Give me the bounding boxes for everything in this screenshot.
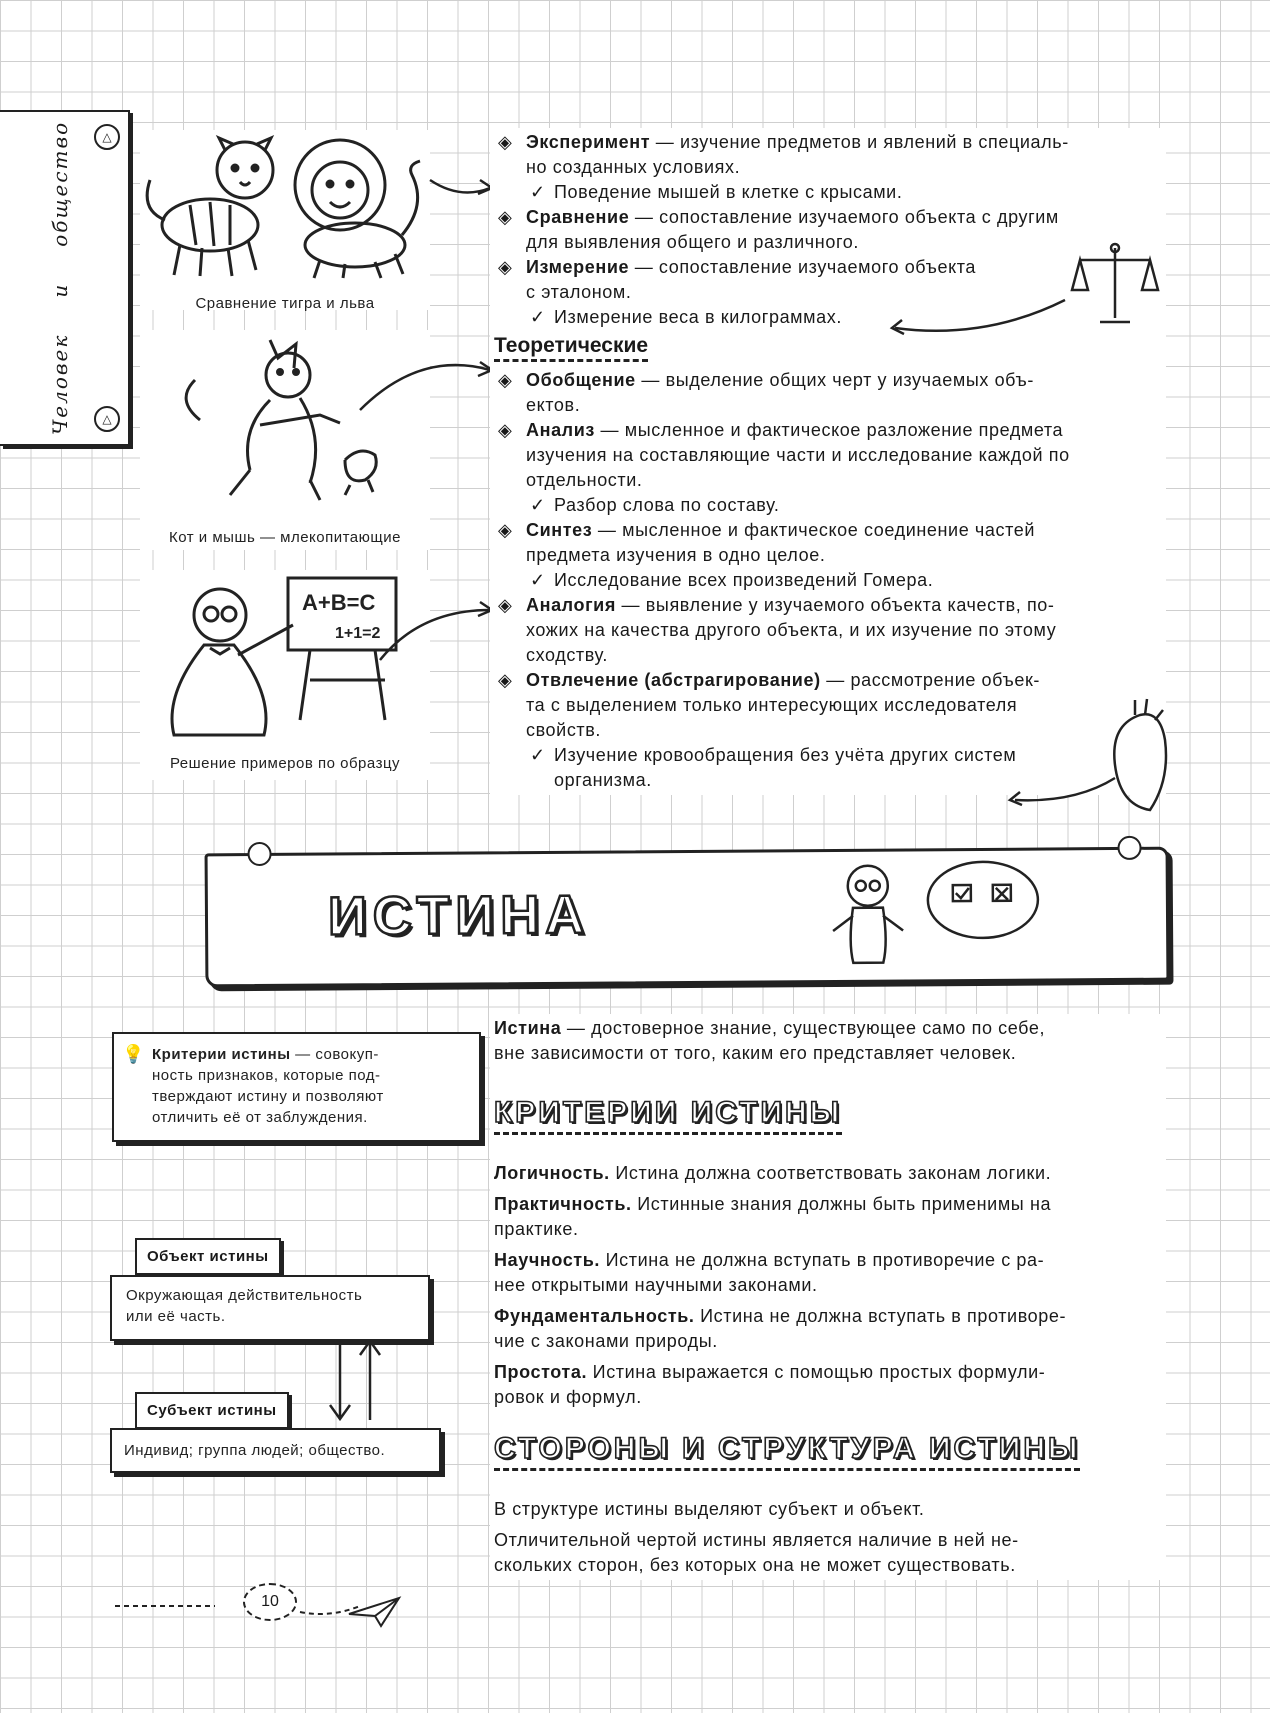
method-item-cont: хожих на качества другого объекта, и их изучение по этому xyxy=(526,620,1057,640)
criterion: Фундаментальность. Истина не должна вступать в противоре- чие с законами природы. xyxy=(494,1306,1067,1351)
criterion: Простота. Истина выражается с помощью простых формули- ровок и формул. xyxy=(494,1362,1046,1407)
diamond-bullet-icon: ◈ xyxy=(498,670,513,690)
truth-column xyxy=(490,1014,1166,1580)
criteria-note-box: 💡 Критерии истины — совокуп- ность признаков, которые под- тверждают истину и позволяют отличить её от заблуждения. xyxy=(112,1032,481,1142)
example-line: ✓ Исследование всех произведений Гомера. xyxy=(494,568,1162,593)
structure-paragraph: Отличительной чертой истины является наличие в ней не- xyxy=(494,1530,1019,1550)
subject-box xyxy=(110,1428,441,1473)
pin-icon xyxy=(247,842,271,866)
object-box xyxy=(110,1275,430,1341)
method-item-cont: для выявления общего и различного. xyxy=(526,232,859,252)
theoretical-heading: Теоретические xyxy=(494,334,648,362)
structure-paragraph-cont: скольких сторон, без которых она не может существовать. xyxy=(494,1555,1016,1575)
check-icon: ✓ xyxy=(530,570,546,590)
scales-icon xyxy=(1070,240,1160,330)
object-label: Объект истины xyxy=(135,1238,281,1275)
check-icon: ✓ xyxy=(530,745,546,765)
method-item: ◈ Отвлечение (абстрагирование) — рассмотрение объек- xyxy=(494,668,1162,693)
structure-heading: СТОРОНЫ И СТРУКТУРА ИСТИНЫ xyxy=(494,1432,1080,1471)
illustration-caption: Решение примеров по образцу xyxy=(169,755,401,772)
arrow-icon xyxy=(880,290,1070,340)
method-item-cont: отдельности. xyxy=(526,470,643,490)
method-item: ◈ Анализ — мысленное и фактическое разложение предмета xyxy=(494,418,1162,443)
method-item: ◈ Эксперимент — изучение предметов и явлений в специаль- xyxy=(494,130,1162,155)
method-item: ◈ Обобщение — выделение общих черт у изучаемых объ- xyxy=(494,368,1162,393)
object-text-cont: или её часть. xyxy=(126,1308,226,1325)
criterion: Научность. Истина не должна вступать в противоречие с ра- нее открытыми научными законами. xyxy=(494,1250,1045,1295)
diamond-bullet-icon: ◈ xyxy=(498,420,513,440)
criteria-note-line: тверждают истину и позволяют xyxy=(152,1088,384,1105)
banner-title: ИСТИНА xyxy=(327,884,591,947)
criteria-note-line: отличить её от заблуждения. xyxy=(152,1109,368,1126)
object-text: Окружающая действительность xyxy=(126,1287,363,1304)
method-item-cont: та с выделением только интересующих исследователя xyxy=(526,695,1018,715)
paper-plane-icon xyxy=(345,1592,405,1632)
diamond-bullet-icon: ◈ xyxy=(498,370,513,390)
definition: Истина — достоверное знание, существующее само по себе, xyxy=(494,1018,1046,1038)
method-item-cont: изучения на составляющие части и исследование каждой по xyxy=(526,445,1070,465)
page-number: 10 xyxy=(243,1583,297,1621)
pin-icon xyxy=(1117,836,1141,860)
method-item-cont: но созданных условиях. xyxy=(526,157,741,177)
arrow-icon xyxy=(380,610,490,660)
criterion: Практичность. Истинные знания должны быть применимы на практике. xyxy=(494,1194,1052,1239)
method-item-cont: ектов. xyxy=(526,395,581,415)
example-line-cont: организма. xyxy=(554,770,652,790)
triangle-icon: △ xyxy=(94,124,120,150)
board-example: 1+1=2 xyxy=(335,625,381,642)
exchange-arrows-icon xyxy=(325,1335,385,1425)
check-icon: ✓ xyxy=(530,182,546,202)
example-line: ✓ Разбор слова по составу. xyxy=(494,493,1162,518)
method-item: ◈ Измерение — сопоставление изучаемого объекта xyxy=(494,255,1026,280)
diamond-bullet-icon: ◈ xyxy=(498,595,513,615)
subject-label: Субъект истины xyxy=(135,1392,289,1429)
board-formula: A+B=C xyxy=(302,590,376,615)
criteria-heading: КРИТЕРИИ ИСТИНЫ xyxy=(494,1096,842,1135)
method-item-cont: предмета изучения в одно целое. xyxy=(526,545,826,565)
diamond-bullet-icon: ◈ xyxy=(498,132,513,152)
criterion: Логичность. Истина должна соответствовать законам логики. xyxy=(494,1163,1052,1183)
subject-text: Индивид; группа людей; общество. xyxy=(124,1442,386,1459)
method-item-cont: сходству. xyxy=(526,645,608,665)
structure-paragraph: В структуре истины выделяют субъект и объект. xyxy=(494,1499,925,1519)
section-side-tab xyxy=(0,110,130,446)
check-icon: ✓ xyxy=(530,307,546,327)
arrow-icon xyxy=(1000,770,1120,810)
arrow-icon xyxy=(360,365,490,410)
side-tab-title: Человекиобщество xyxy=(48,120,72,436)
diamond-bullet-icon: ◈ xyxy=(498,257,513,277)
illustration-caption: Сравнение тигра и льва xyxy=(195,295,375,312)
example-line: ✓ Измерение веса в килограммах. xyxy=(494,305,1162,330)
triangle-icon: △ xyxy=(94,406,120,432)
method-item-cont: с эталоном. xyxy=(526,282,632,302)
method-item: ◈ Синтез — мысленное и фактическое соединение частей xyxy=(494,518,1162,543)
methods-column xyxy=(490,128,1166,795)
connector-arrows xyxy=(320,140,500,740)
check-icon: ✓ xyxy=(530,495,546,515)
lightbulb-icon: 💡 xyxy=(122,1044,145,1064)
example-line: ✓ Изучение кровообращения без учёта других систем xyxy=(494,743,1094,768)
method-item: ◈ Сравнение — сопоставление изучаемого объекта с другим xyxy=(494,205,1162,230)
example-line: ✓ Поведение мышей в клетке с крысами. xyxy=(494,180,1162,205)
thinking-character-icon xyxy=(828,854,1049,976)
diamond-bullet-icon: ◈ xyxy=(498,520,513,540)
definition-cont: вне зависимости от того, каким его представляет человек. xyxy=(494,1043,1017,1063)
diamond-bullet-icon: ◈ xyxy=(498,207,513,227)
method-item: ◈ Аналогия — выявление у изучаемого объекта качеств, по- xyxy=(494,593,1162,618)
method-item-cont: свойств. xyxy=(526,720,602,740)
illustration-caption: Кот и мышь — млекопитающие xyxy=(169,529,401,546)
criteria-note-line: ность признаков, которые под- xyxy=(152,1067,381,1084)
topic-banner xyxy=(205,847,1170,988)
